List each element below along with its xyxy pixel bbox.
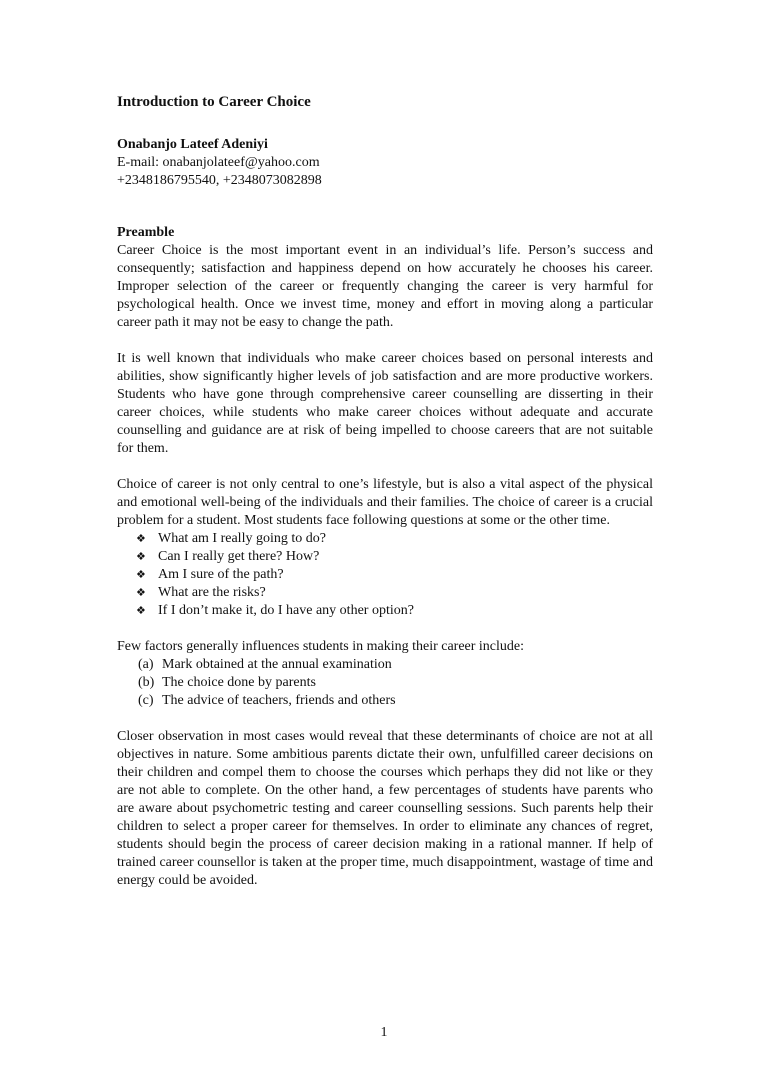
author-email: E-mail: onabanjolateef@yahoo.com xyxy=(117,155,320,170)
list-item xyxy=(136,602,653,620)
list-item xyxy=(136,548,653,566)
paragraph: Closer observation in most cases would reveal that these determinants of choice are not at all objectives in nature. Some ambitious parents dictate their own, unfulfilled career decisions on their children and compel them to choose the courses which perhaps they did not like or they are not able to complete. On the other hand, a few percentages of students have parents who are aware about psychometric testing and career counselling sessions. Such parents help their children to select a proper career for themselves. In order to eliminate any chances of regret, students should begin the process of career decision making in a rational manner. If help of trained career counsellor is taken at the proper time, much disappointment, wastage of time and energy could be avoided. xyxy=(117,729,653,888)
diamond-bullet-icon: ❖ xyxy=(136,551,146,563)
paragraph: Career Choice is the most important event in an individual’s life. Person’s success and consequently; satisfaction and happiness depend on how accurately he chooses his career. Improper selection of the career or frequently changing the career is very harmful for psychological health. Once we invest time, money and effort in moving along a particular career path it may not be easy to change the path. xyxy=(117,243,653,330)
list-item-text: What am I really going to do? xyxy=(158,531,326,546)
diamond-bullet-icon: ❖ xyxy=(136,533,146,545)
diamond-bullet-icon: ❖ xyxy=(136,587,146,599)
diamond-bullet-icon: ❖ xyxy=(136,605,146,617)
document-title: Introduction to Career Choice xyxy=(117,94,311,110)
document-page xyxy=(117,92,653,908)
diamond-bullet-icon: ❖ xyxy=(136,569,146,581)
list-item xyxy=(136,584,653,602)
list-marker: (c) xyxy=(138,693,154,708)
list-item xyxy=(138,656,653,674)
paragraph: It is well known that individuals who make career choices based on personal interests and abilities, show significantly higher levels of job satisfaction and are more productive workers. Students who have gone through comprehensive career counselling are disserting in their career choices, while students who make career choices without adequate and accurate counselling and guidance are at risk of being impelled to choose careers that are not suitable for them. xyxy=(117,351,653,456)
list-item xyxy=(136,530,653,548)
list-item-text: Am I sure of the path? xyxy=(158,567,284,582)
list-item-text: If I don’t make it, do I have any other option? xyxy=(158,603,414,618)
page-number: 1 xyxy=(380,1025,388,1040)
list-item-text: Mark obtained at the annual examination xyxy=(162,657,392,672)
paragraph: Few factors generally influences students in making their career include: xyxy=(117,639,525,654)
preamble-heading: Preamble xyxy=(117,225,175,240)
list-item-text: The advice of teachers, friends and others xyxy=(162,693,396,708)
list-item-text: The choice done by parents xyxy=(162,675,316,690)
list-marker: (a) xyxy=(138,657,154,672)
list-item xyxy=(138,674,653,692)
paragraph: Choice of career is not only central to one’s lifestyle, but is also a vital aspect of the physical and emotional well-being of the individuals and their families. The choice of career is a crucial problem for a student. Most students face following questions at some or the other time. xyxy=(117,477,653,528)
list-item-text: Can I really get there? How? xyxy=(158,549,320,564)
author-block xyxy=(117,136,653,190)
list-item xyxy=(138,692,653,710)
author-phone: +2348186795540, +2348073082898 xyxy=(117,173,322,188)
list-item-text: What are the risks? xyxy=(158,585,266,600)
author-name: Onabanjo Lateef Adeniyi xyxy=(117,137,268,152)
questions-list xyxy=(117,530,653,620)
list-item xyxy=(136,566,653,584)
factors-list xyxy=(117,656,653,710)
list-marker: (b) xyxy=(138,675,155,690)
